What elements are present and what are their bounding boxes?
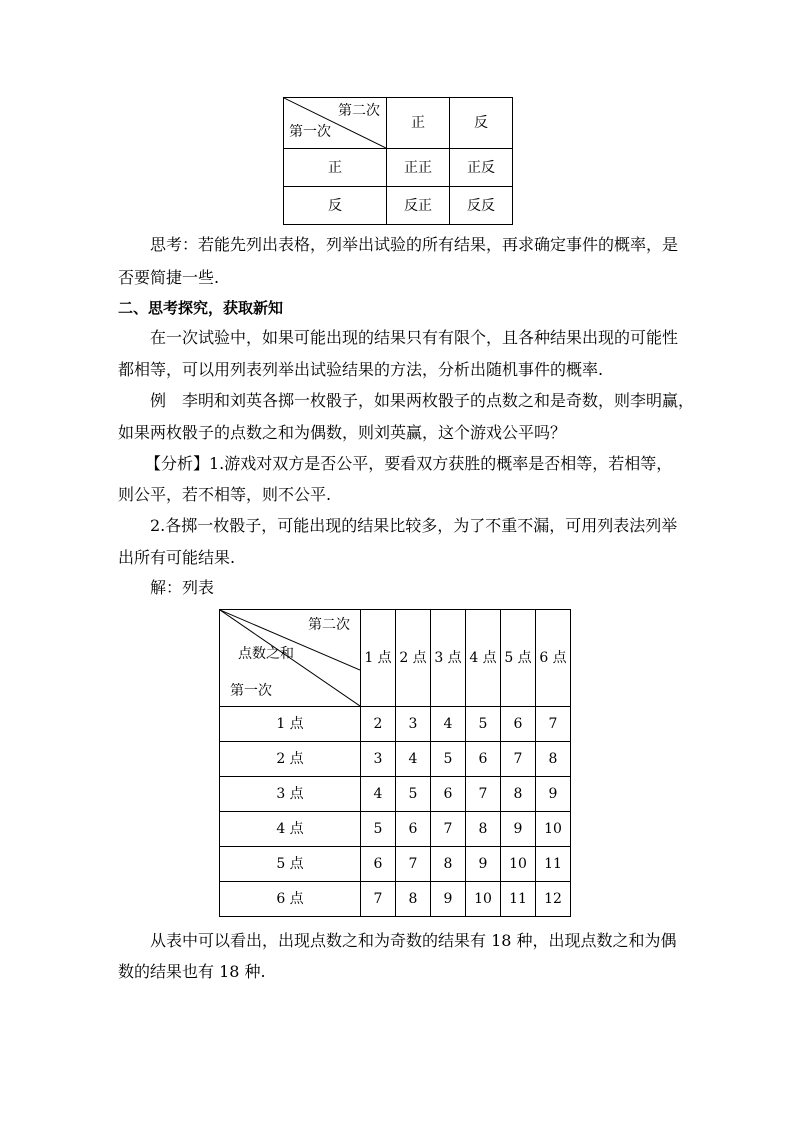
column-header: 4 点 bbox=[466, 610, 501, 707]
point2-paragraph-line-2: 出所有可能结果. bbox=[118, 548, 236, 567]
row-header: 正 bbox=[284, 149, 387, 187]
table-row bbox=[220, 812, 571, 847]
table-cell: 11 bbox=[501, 882, 536, 917]
table-cell: 3 bbox=[396, 707, 431, 742]
table-cell: 6 bbox=[431, 777, 466, 812]
coin-outcome-table bbox=[283, 97, 513, 225]
table-cell: 12 bbox=[536, 882, 571, 917]
table-row bbox=[220, 847, 571, 882]
table-cell: 7 bbox=[501, 742, 536, 777]
row-header: 2 点 bbox=[220, 742, 361, 777]
table-cell: 5 bbox=[466, 707, 501, 742]
table-cell: 9 bbox=[431, 882, 466, 917]
diagonal-header-cell bbox=[220, 610, 361, 707]
table-cell: 3 bbox=[361, 742, 396, 777]
table-header-row bbox=[284, 98, 513, 149]
table-cell: 6 bbox=[501, 707, 536, 742]
example-paragraph-line-2: 如果两枚骰子的点数之和为偶数，则刘英赢，这个游戏公平吗？ bbox=[118, 423, 567, 442]
column-header: 反 bbox=[450, 98, 513, 149]
table-row bbox=[220, 707, 571, 742]
table-cell: 7 bbox=[396, 847, 431, 882]
table-row bbox=[220, 882, 571, 917]
table-cell: 7 bbox=[431, 812, 466, 847]
table-cell: 正反 bbox=[450, 149, 513, 187]
column-header: 正 bbox=[387, 98, 450, 149]
table-row bbox=[284, 187, 513, 225]
table-cell: 9 bbox=[466, 847, 501, 882]
dice-sum-table bbox=[219, 609, 571, 917]
think-paragraph-line-2: 否要简捷一些. bbox=[118, 268, 220, 287]
table-row bbox=[284, 149, 513, 187]
table-cell: 8 bbox=[431, 847, 466, 882]
column-header: 5 点 bbox=[501, 610, 536, 707]
row-header: 5 点 bbox=[220, 847, 361, 882]
intro-paragraph-line-1: 在一次试验中，如果可能出现的结果只有有限个，且各种结果出现的可能性 bbox=[150, 328, 679, 347]
row-header: 4 点 bbox=[220, 812, 361, 847]
table-cell: 9 bbox=[536, 777, 571, 812]
table-cell: 6 bbox=[396, 812, 431, 847]
table-cell: 11 bbox=[536, 847, 571, 882]
intro-paragraph-line-2: 都相等，可以用列表列举出试验结果的方法，分析出随机事件的概率. bbox=[118, 360, 604, 379]
table-cell: 4 bbox=[431, 707, 466, 742]
solution-label: 解：列表 bbox=[150, 578, 215, 597]
column-header: 3 点 bbox=[431, 610, 466, 707]
table-cell: 5 bbox=[361, 812, 396, 847]
analysis-paragraph-line-2: 则公平，若不相等，则不公平. bbox=[118, 485, 332, 504]
table-row bbox=[220, 777, 571, 812]
table-header-row bbox=[220, 610, 571, 707]
table-cell: 7 bbox=[536, 707, 571, 742]
analysis-paragraph-line-1: 【分析】1.游戏对双方是否公平，要看双方获胜的概率是否相等，若相等， bbox=[145, 454, 673, 473]
table-cell: 8 bbox=[536, 742, 571, 777]
table-cell: 10 bbox=[466, 882, 501, 917]
row-header: 1 点 bbox=[220, 707, 361, 742]
row-header: 3 点 bbox=[220, 777, 361, 812]
column-header: 6 点 bbox=[536, 610, 571, 707]
table-cell: 10 bbox=[536, 812, 571, 847]
table-cell: 8 bbox=[501, 777, 536, 812]
diagonal-top-label: 第二次 bbox=[338, 103, 380, 119]
table-cell: 6 bbox=[361, 847, 396, 882]
table-cell: 8 bbox=[466, 812, 501, 847]
table-cell: 10 bbox=[501, 847, 536, 882]
example-paragraph-line-1: 例 李明和刘英各掷一枚骰子，如果两枚骰子的点数之和是奇数，则李明赢， bbox=[150, 391, 695, 410]
table-cell: 4 bbox=[396, 742, 431, 777]
table-cell: 反反 bbox=[450, 187, 513, 225]
table-cell: 6 bbox=[466, 742, 501, 777]
diagonal-bottom-label: 第一次 bbox=[230, 683, 272, 699]
column-header: 1 点 bbox=[361, 610, 396, 707]
table-cell: 反正 bbox=[387, 187, 450, 225]
table-cell: 7 bbox=[466, 777, 501, 812]
table-cell: 9 bbox=[501, 812, 536, 847]
section-heading: 二、思考探究，获取新知 bbox=[118, 299, 284, 317]
table-cell: 7 bbox=[361, 882, 396, 917]
diagonal-bottom-label: 第一次 bbox=[289, 124, 331, 140]
think-paragraph-line-1: 思考：若能先列出表格，列举出试验的所有结果，再求确定事件的概率，是 bbox=[150, 235, 679, 254]
table-cell: 正正 bbox=[387, 149, 450, 187]
conclusion-paragraph-line-1: 从表中可以看出，出现点数之和为奇数的结果有 18 种，出现点数之和为偶 bbox=[150, 931, 677, 950]
table-cell: 5 bbox=[431, 742, 466, 777]
table-cell: 2 bbox=[361, 707, 396, 742]
table-cell: 4 bbox=[361, 777, 396, 812]
conclusion-paragraph-line-2: 数的结果也有 18 种. bbox=[118, 962, 266, 981]
table-row bbox=[220, 742, 571, 777]
row-header: 反 bbox=[284, 187, 387, 225]
point2-paragraph-line-1: 2.各掷一枚骰子，可能出现的结果比较多，为了不重不漏，可用列表法列举 bbox=[150, 516, 678, 535]
table-cell: 5 bbox=[396, 777, 431, 812]
row-header: 6 点 bbox=[220, 882, 361, 917]
diagonal-middle-label: 点数之和 bbox=[238, 646, 294, 662]
diagonal-top-label: 第二次 bbox=[308, 617, 350, 633]
column-header: 2 点 bbox=[396, 610, 431, 707]
table-cell: 8 bbox=[396, 882, 431, 917]
diagonal-header-cell bbox=[284, 98, 387, 149]
